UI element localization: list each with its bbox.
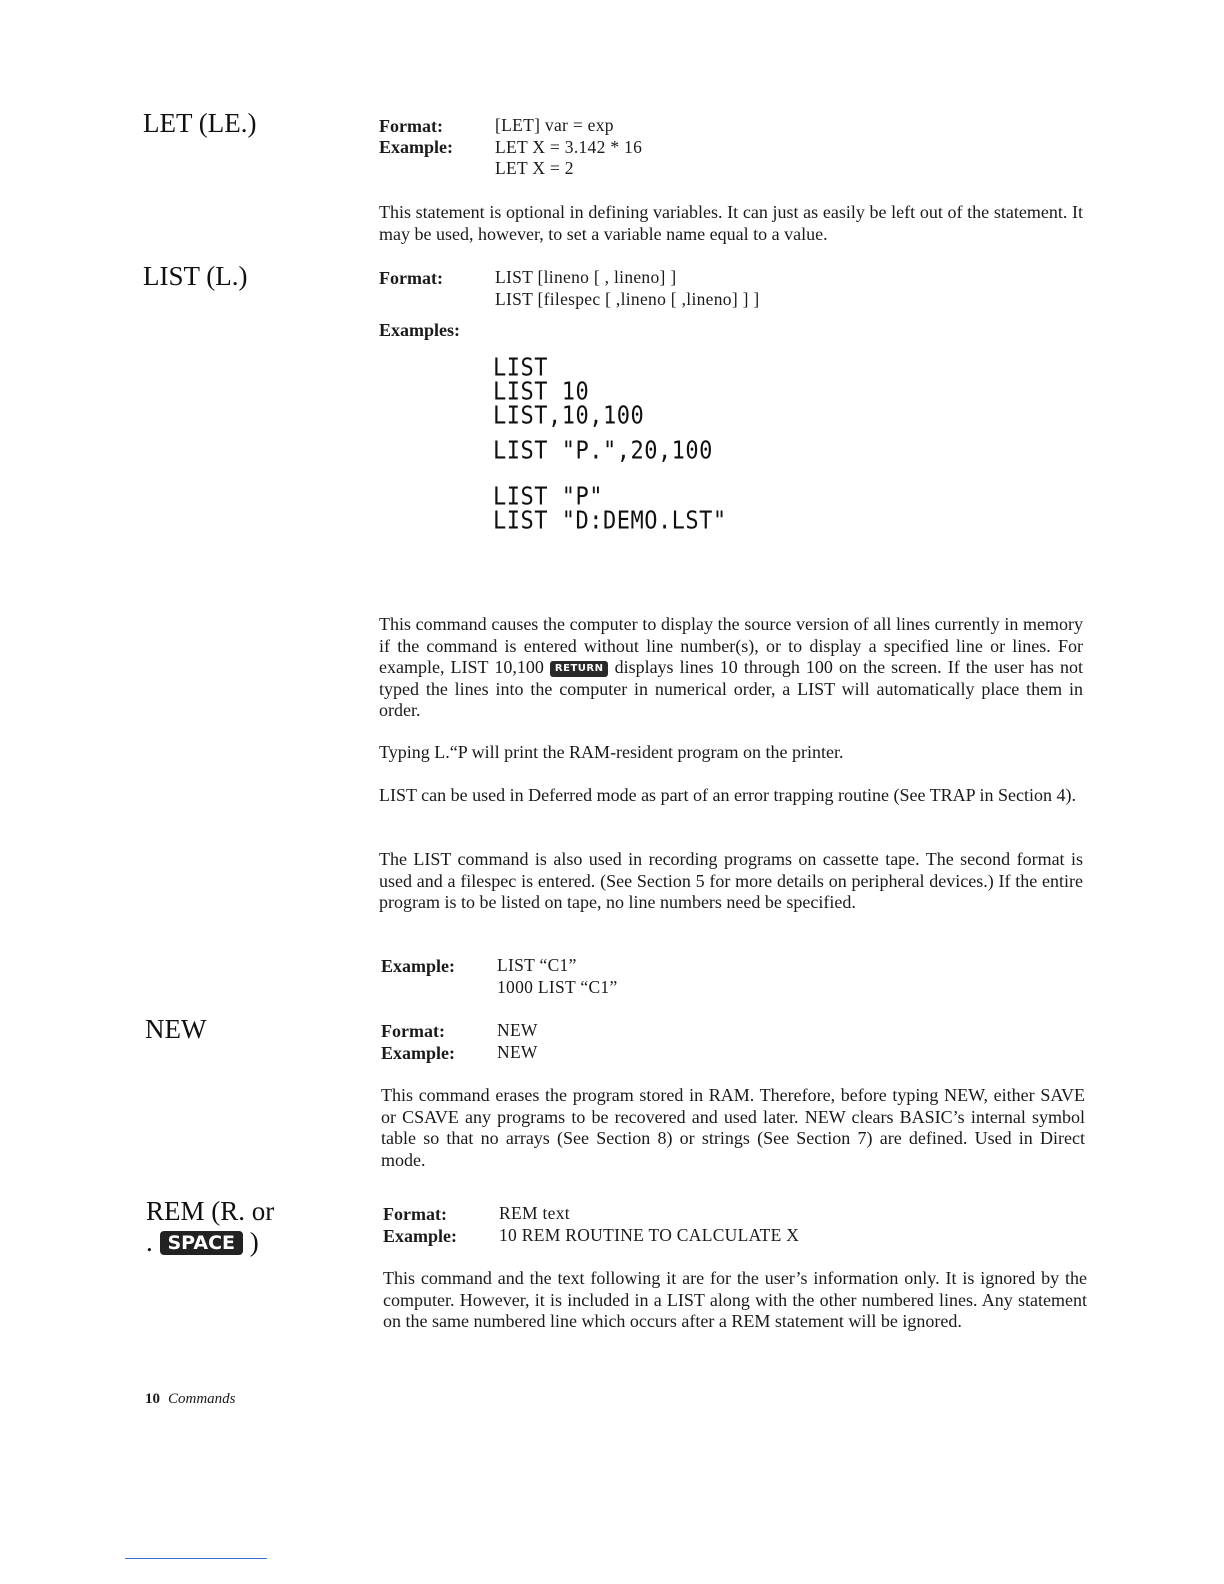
let-format-value: [LET] var = exp <box>495 115 614 135</box>
list-code-line-6: LIST "D:DEMO.LST" <box>493 506 727 536</box>
let-format-label: Format: <box>379 116 443 136</box>
new-example-label: Example: <box>381 1043 455 1063</box>
rem-format-value: REM text <box>499 1203 570 1223</box>
list-examples-label: Examples: <box>379 320 460 340</box>
rem-format-label: Format: <box>383 1204 447 1224</box>
list-cassette-note: The LIST command is also used in recording programs on cassette tape. The second format is used and a filespec is entered. (See Section 5 for more details on peripheral devices.) If the entire program is to be listed on tape, no line numbers need be specified. <box>379 849 1083 912</box>
list-deferred-note: LIST can be used in Deferred mode as part of an error trapping routine (See TRAP in Section 4). <box>379 785 1076 805</box>
return-key-icon: RETURN <box>550 661 609 677</box>
footnote-rule <box>125 1558 267 1559</box>
let-description: This statement is optional in defining variables. It can just as easily be left out of the statement. It may be used, however, to set a variable name equal to a value. <box>379 202 1083 244</box>
list-description-part-2: displays lines 10 through 100 on the screen. If the user has not typed the lines into the computer in numerical order, a LIST will automatically place them in order. <box>379 657 1084 720</box>
list-example-line-1: LIST “C1” <box>497 955 577 975</box>
let-heading: LET (LE.) <box>143 108 257 138</box>
section-name: Commands <box>168 1391 236 1407</box>
space-key-icon: SPACE <box>160 1231 244 1255</box>
let-example-line-2: LET X = 2 <box>495 158 574 178</box>
list-code-line-3: LIST,10,100 <box>493 401 645 431</box>
list-format-label: Format: <box>379 268 443 288</box>
list-description <box>379 614 1083 722</box>
list-example-label: Example: <box>381 956 455 976</box>
new-description: This command erases the program stored in RAM. Therefore, before typing NEW, either SAVE or CSAVE any programs to be recovered and used later. NEW clears BASIC’s internal symbol table so that no arrays (See Section 8) or strings (See Section 7) are defined. Used in Direct mode. <box>381 1085 1085 1170</box>
list-printer-note: Typing L.“P will print the RAM-resident program on the printer. <box>379 742 844 762</box>
list-description-part-1: This command causes the computer to display the source version of all lines currently in memory if the command is entered without line number(s), or to display a specified line or lines. For example, LIST 10,100 <box>379 614 1083 677</box>
rem-example-label: Example: <box>383 1226 457 1246</box>
list-code-line-4: LIST "P.",20,100 <box>493 436 713 466</box>
rem-heading-close: ) <box>249 1227 259 1257</box>
list-heading: LIST (L.) <box>143 261 248 291</box>
let-example-label: Example: <box>379 137 453 157</box>
list-format-line-1: LIST [lineno [ , lineno] ] <box>495 267 677 287</box>
new-format-value: NEW <box>497 1020 538 1040</box>
new-heading: NEW <box>145 1014 207 1044</box>
rem-heading-dot: . <box>146 1227 153 1257</box>
list-format-line-2: LIST [filespec [ ,lineno [ ,lineno] ] ] <box>495 289 760 309</box>
new-example-value: NEW <box>497 1042 538 1062</box>
list-code-line-5: LIST "P" <box>493 482 603 512</box>
let-example-line-1: LET X = 3.142 * 16 <box>495 137 643 157</box>
page-number: 10 <box>145 1391 160 1407</box>
new-format-label: Format: <box>381 1021 445 1041</box>
page-footer <box>145 1390 236 1408</box>
list-code-line-2: LIST 10 <box>493 377 590 407</box>
rem-example-value: 10 REM ROUTINE TO CALCULATE X <box>499 1225 800 1245</box>
list-code-line-1: LIST <box>493 353 548 383</box>
rem-description: This command and the text following it are for the user’s information only. It is ignored by the computer. However, it is included in a LIST along with the other numbered lines. Any statement on the same numbered line which occurs after a REM statement will be ignored. <box>383 1268 1087 1331</box>
rem-heading: REM (R. or <box>146 1196 275 1226</box>
rem-heading-line-2 <box>146 1227 259 1257</box>
list-example-line-2: 1000 LIST “C1” <box>497 977 618 997</box>
